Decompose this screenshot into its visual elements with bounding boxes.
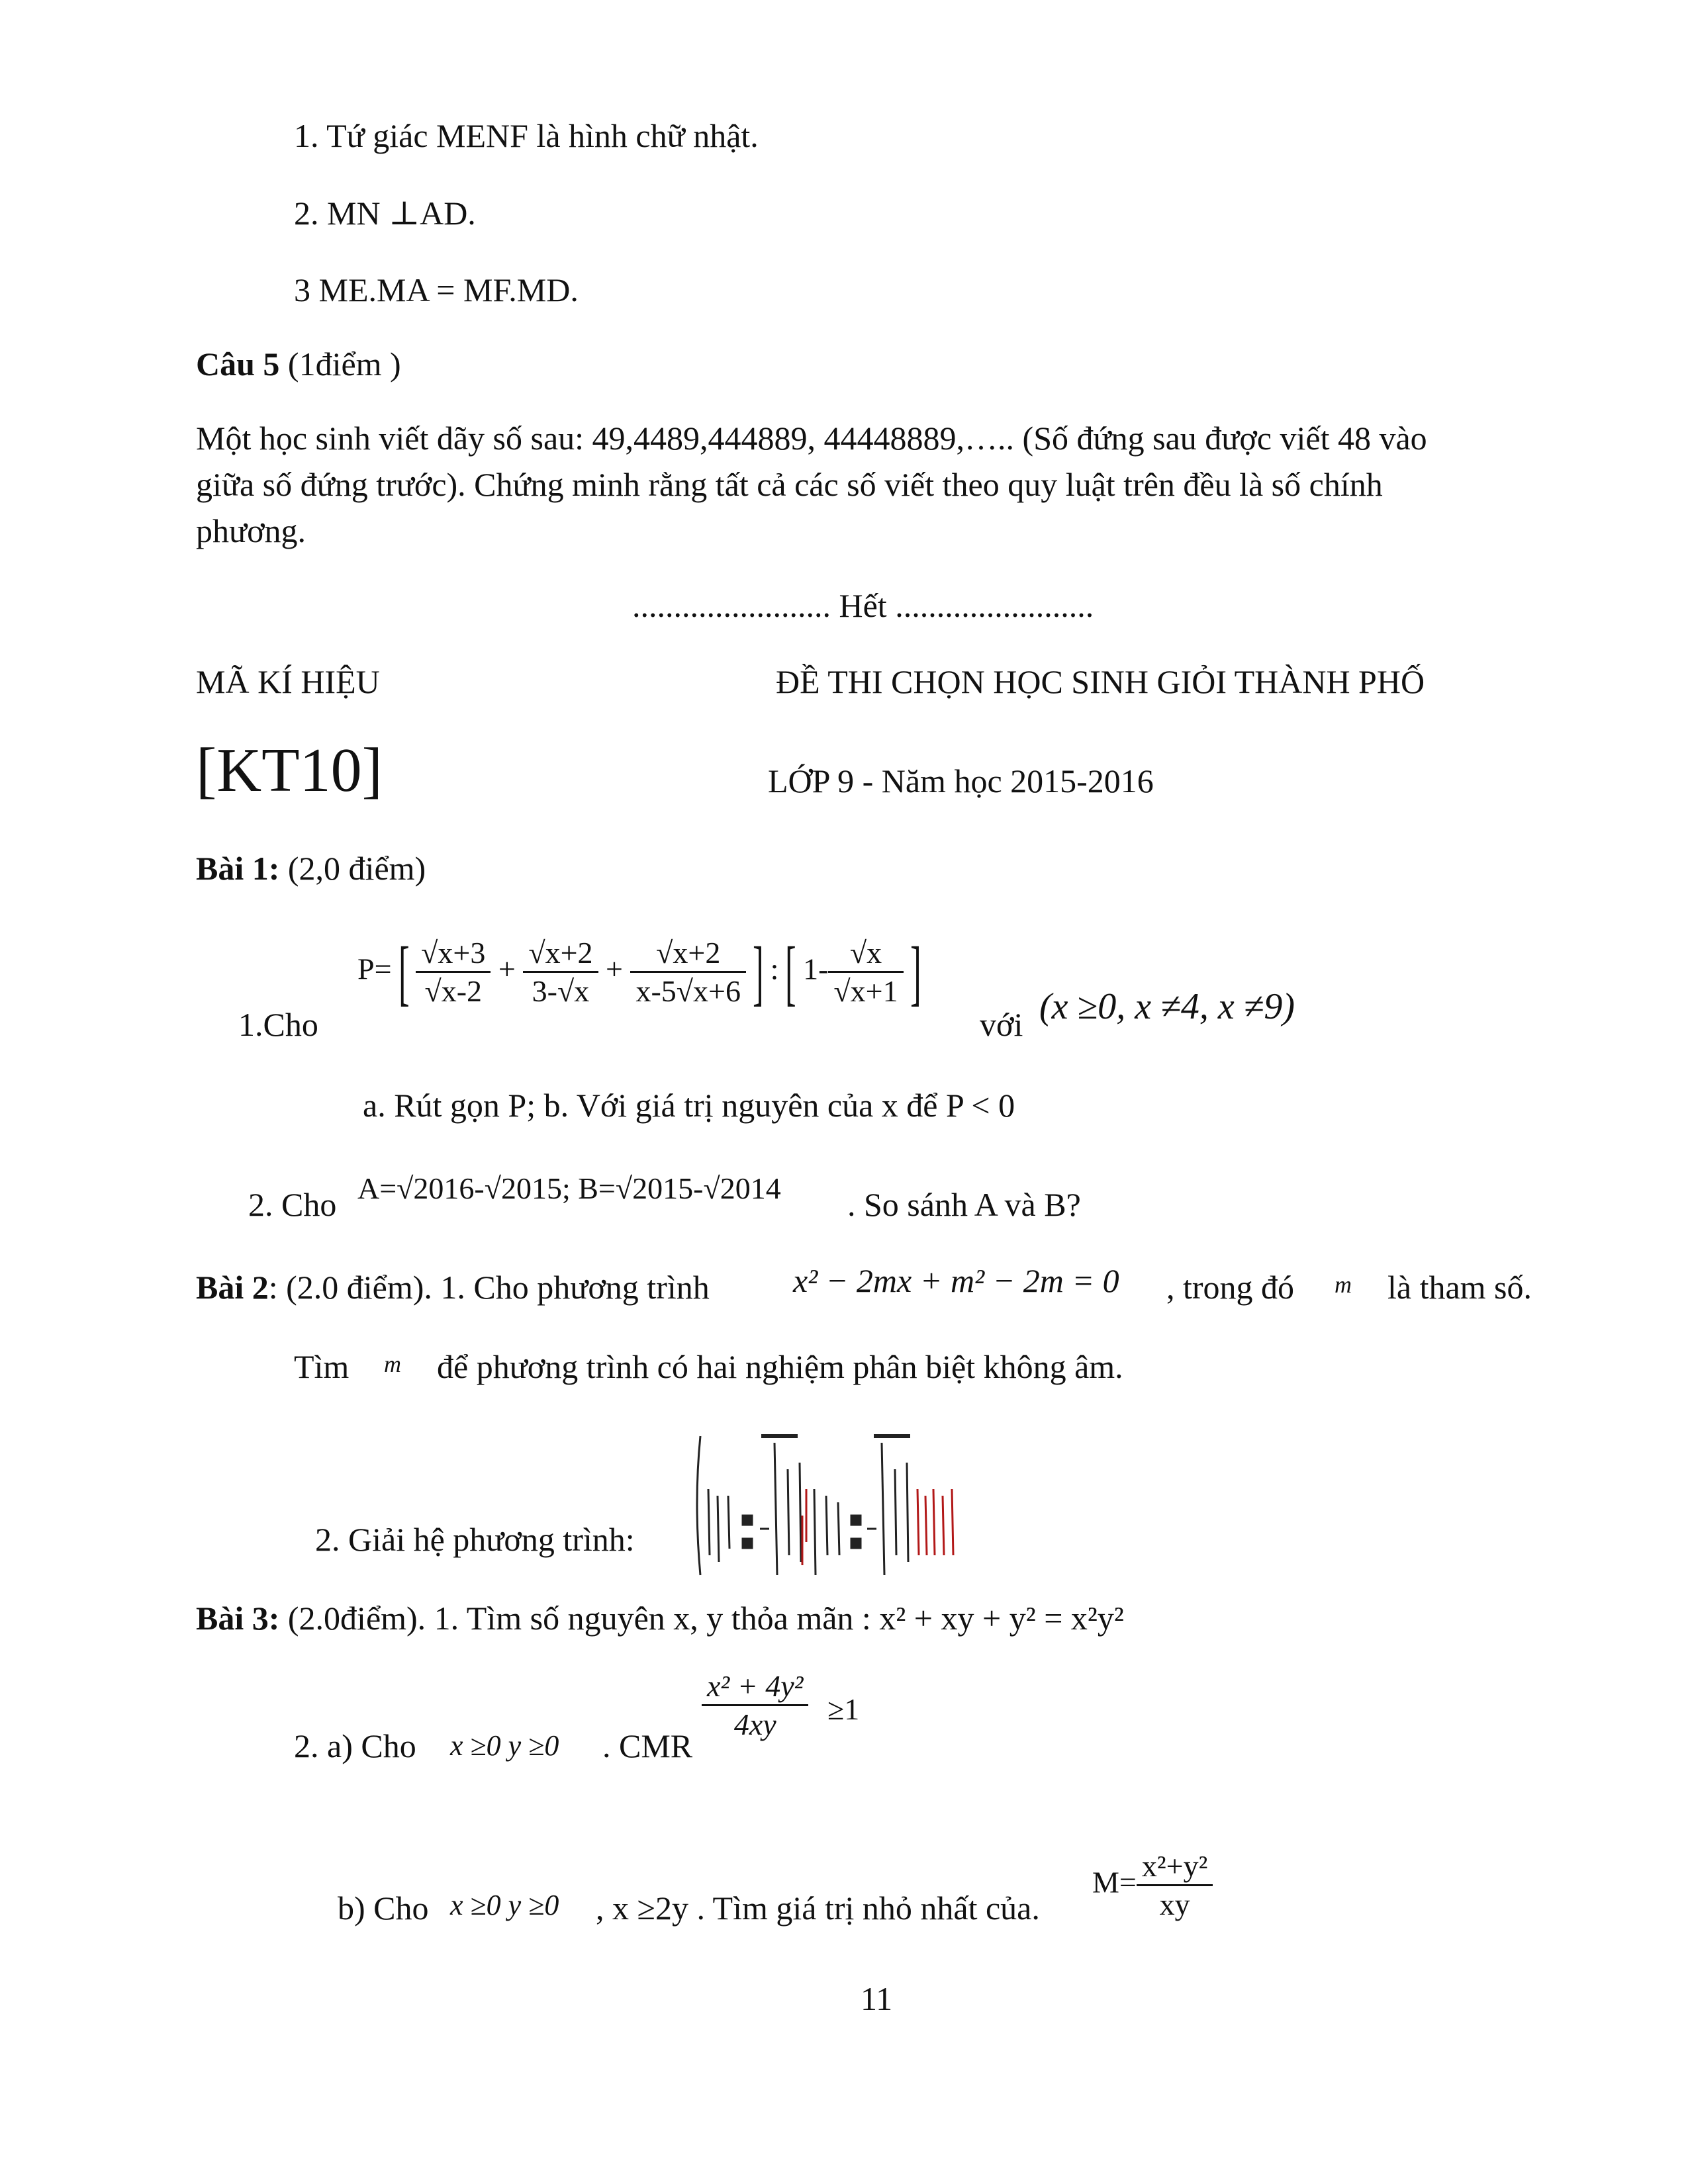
bai2-q2-label: 2. Giải hệ phương trình: bbox=[315, 1521, 635, 1558]
bai3-q2b-tail: , x ≥2y . Tìm giá trị nhỏ nhất của. bbox=[596, 1889, 1040, 1927]
bai3-frac-num: x² + 4y² bbox=[702, 1668, 808, 1706]
bai1-q2-tail: . So sánh A và B? bbox=[847, 1186, 1081, 1223]
one-minus: 1- bbox=[803, 952, 829, 986]
cau5-title: Câu 5 bbox=[196, 345, 280, 383]
bai1-q2-cho: 2. Cho bbox=[248, 1186, 337, 1223]
bai2-tim: Tìm bbox=[294, 1348, 350, 1385]
bracket-right-2: ] bbox=[910, 931, 921, 1013]
system-of-equations-image bbox=[688, 1423, 966, 1588]
domain-condition: (x ≥0, x ≠4, x ≠9) bbox=[1039, 986, 1295, 1027]
bracket-left-2: [ bbox=[785, 931, 796, 1013]
bai1-q1-parts: a. Rút gọn P; b. Với giá trị nguyên của x để P < 0 bbox=[363, 1087, 1015, 1124]
bai2-equation: x² − 2mx + m² − 2m = 0 bbox=[793, 1262, 1119, 1299]
cau5-text-line-1: Một học sinh viết dãy số sau: 49,4489,444889, 44448889,….. (Số đứng sau được viết 48 vào bbox=[196, 420, 1427, 457]
param-m-1: m bbox=[1335, 1271, 1352, 1298]
bai1-q1-cho: 1.Cho bbox=[238, 1006, 318, 1043]
bai3-q2b-cho: b) Cho bbox=[338, 1889, 429, 1927]
cau5-text-line-2: giữa số đứng trước). Chứng minh rằng tất cả các số viết theo quy luật trên đều là số chính bbox=[196, 466, 1383, 503]
page-number: 11 bbox=[861, 1980, 893, 2017]
bai2-title: Bài 2 bbox=[196, 1269, 269, 1306]
bai3-cond-b: x ≥0 y ≥0 bbox=[450, 1889, 559, 1921]
exam-title: ĐỀ THI CHỌN HỌC SINH GIỎI THÀNH PHỐ bbox=[776, 663, 1425, 700]
bai1-heading bbox=[196, 848, 426, 888]
bai3-heading bbox=[196, 1598, 1124, 1638]
bai3-cmr: . CMR bbox=[602, 1727, 693, 1764]
bracket-right: ] bbox=[753, 931, 764, 1013]
grade-year: LỚP 9 - Năm học 2015-2016 bbox=[768, 762, 1154, 799]
bai2-heading bbox=[196, 1267, 710, 1307]
cau5-text-line-3: phương. bbox=[196, 512, 306, 549]
bai3-q2a-cho: 2. a) Cho bbox=[294, 1727, 416, 1764]
m-frac-den: xy bbox=[1159, 1888, 1190, 1922]
item-2-perpendicular: 2. MN ⊥AD. bbox=[294, 195, 476, 232]
fraction-1: $\frac{√x+3}{√x-2}$ bbox=[416, 934, 491, 1009]
code-label: MÃ KÍ HIỆU bbox=[196, 663, 380, 700]
bai3-text1: (2.0điểm). 1. Tìm số nguyên x, y thỏa mãn : x² + xy + y² = x²y² bbox=[279, 1600, 1124, 1637]
m-label: M= bbox=[1092, 1865, 1137, 1899]
bai3-fraction bbox=[702, 1668, 808, 1743]
bai3-frac-den: 4xy bbox=[733, 1707, 776, 1742]
exam-code: [KT10] bbox=[196, 736, 383, 805]
p-label: P= bbox=[357, 952, 392, 986]
bai3-cond-a: x ≥0 y ≥0 bbox=[450, 1729, 559, 1762]
bai3-title: Bài 3: bbox=[196, 1600, 280, 1637]
bai1-title: Bài 1: bbox=[196, 850, 280, 887]
bai2-text-b: , trong đó bbox=[1166, 1269, 1295, 1306]
bai2-text-c: là tham số. bbox=[1387, 1269, 1532, 1306]
bai1-q2-expression: A=√2016-√2015; B=√2015-√2014 bbox=[357, 1171, 781, 1205]
item-3-equality: 3 ME.MA = MF.MD. bbox=[294, 271, 579, 308]
end-marker: ........................ Hết ........................ bbox=[632, 587, 1094, 624]
bai3-ge1: ≥1 bbox=[827, 1692, 860, 1726]
bai2-text-d: để phương trình có hai nghiệm phân biệt không âm. bbox=[437, 1348, 1123, 1385]
fraction-3: $\frac{√x+2}{x-5√x+6}$ bbox=[630, 934, 746, 1009]
bai2-text-a: : (2.0 điểm). 1. Cho phương trình bbox=[268, 1269, 710, 1306]
cau5-points: (1điểm ) bbox=[279, 345, 401, 383]
cau5-heading bbox=[196, 344, 401, 384]
bracket-left: [ bbox=[398, 931, 410, 1013]
fraction-2: $\frac{√x+2}{3-√x}$ bbox=[523, 934, 598, 1009]
voi-label: với bbox=[980, 1006, 1023, 1043]
param-m-2: m bbox=[384, 1351, 401, 1377]
item-1-rectangle: 1. Tứ giác MENF là hình chữ nhật. bbox=[294, 117, 759, 154]
expression-p: P=[ $\frac{√x+3}{√x-2}$ + $\frac{√x+2}{3-√x}$ + $\frac{√x+2}{x-5√x+6}$ ] :[ 1- $\frac{√x}{√x+1}$ ] bbox=[357, 931, 921, 1013]
m-expression bbox=[1092, 1848, 1213, 1923]
fraction-4: $\frac{√x}{√x+1}$ bbox=[828, 934, 903, 1009]
m-frac-num: x²+y² bbox=[1137, 1848, 1213, 1886]
bai1-points: (2,0 điểm) bbox=[279, 850, 426, 887]
